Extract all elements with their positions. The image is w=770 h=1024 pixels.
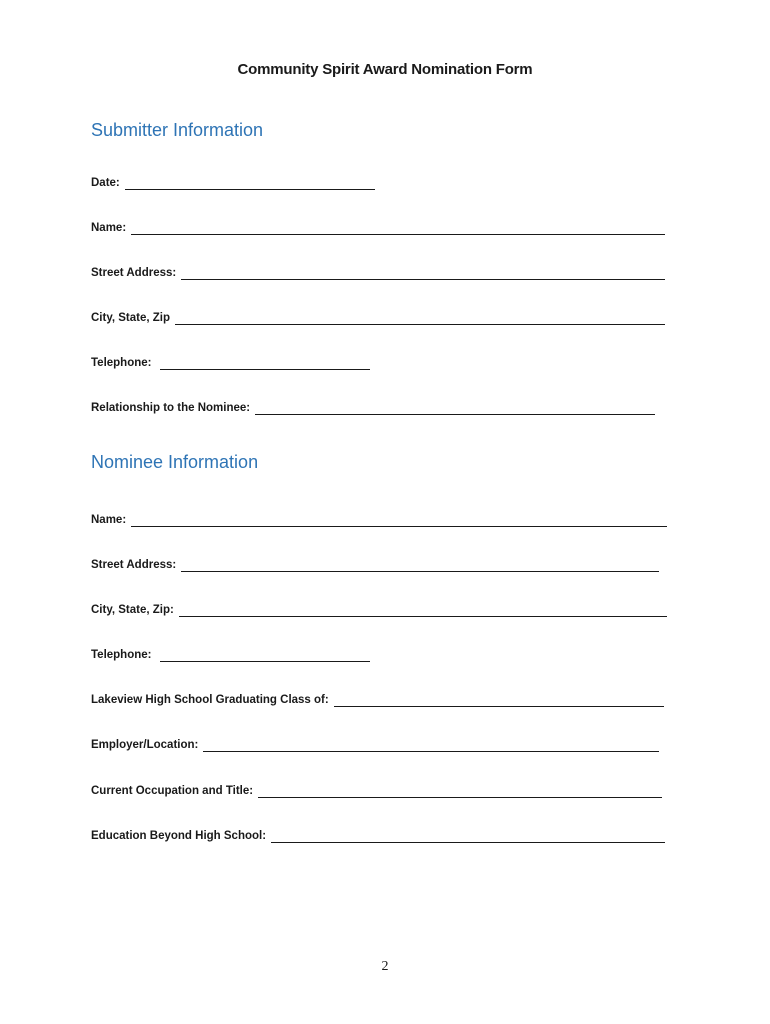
submitter-telephone-label: Telephone: (91, 357, 152, 369)
page-number: 2 (381, 959, 389, 974)
submitter-street-line[interactable] (181, 266, 665, 280)
nominee-city-field[interactable] (91, 599, 667, 617)
nominee-telephone-field[interactable] (91, 644, 370, 662)
submitter-street-field[interactable] (91, 262, 665, 280)
nominee-city-line[interactable] (179, 603, 667, 617)
nominee-name-line[interactable] (131, 513, 667, 527)
submitter-name-line[interactable] (131, 221, 665, 235)
submitter-telephone-line[interactable] (160, 356, 370, 370)
submitter-city-label: City, State, Zip (91, 312, 171, 324)
nominee-class-field[interactable] (91, 689, 664, 707)
nominee-name-field[interactable] (91, 509, 667, 527)
nominee-telephone-line[interactable] (160, 648, 370, 662)
nominee-street-label: Street Address: (91, 559, 177, 571)
nominee-education-label: Education Beyond High School: (91, 830, 267, 842)
nominee-street-line[interactable] (181, 558, 659, 572)
nominee-education-field[interactable] (91, 825, 665, 843)
nominee-employer-line[interactable] (203, 738, 659, 752)
nominee-name-label: Name: (91, 514, 127, 526)
submitter-relationship-label: Relationship to the Nominee: (91, 402, 251, 414)
submitter-date-line[interactable] (125, 176, 375, 190)
submitter-telephone-field[interactable] (91, 352, 370, 370)
nominee-employer-field[interactable] (91, 734, 659, 752)
nominee-occupation-line[interactable] (258, 784, 662, 798)
submitter-date-field[interactable] (91, 172, 375, 190)
nominee-education-line[interactable] (271, 829, 665, 843)
nominee-city-label: City, State, Zip: (91, 604, 174, 616)
nominee-telephone-label: Telephone: (91, 649, 152, 661)
nominee-section-heading: Nominee Information (91, 452, 259, 472)
submitter-city-field[interactable] (91, 307, 665, 325)
nominee-class-line[interactable] (334, 693, 664, 707)
nominee-street-field[interactable] (91, 554, 659, 572)
nominee-occupation-label: Current Occupation and Title: (91, 785, 254, 797)
submitter-street-label: Street Address: (91, 267, 177, 279)
submitter-relationship-line[interactable] (255, 401, 655, 415)
nominee-class-label: Lakeview High School Graduating Class of: (91, 694, 329, 706)
submitter-date-label: Date: (91, 177, 120, 189)
form-title: Community Spirit Award Nomination Form (237, 61, 533, 78)
submitter-name-label: Name: (91, 222, 127, 234)
submitter-name-field[interactable] (91, 217, 665, 235)
nominee-occupation-field[interactable] (91, 780, 662, 798)
submitter-city-line[interactable] (175, 311, 665, 325)
submitter-relationship-field[interactable] (91, 397, 655, 415)
nominee-employer-label: Employer/Location: (91, 739, 199, 751)
submitter-section-heading: Submitter Information (91, 120, 264, 140)
